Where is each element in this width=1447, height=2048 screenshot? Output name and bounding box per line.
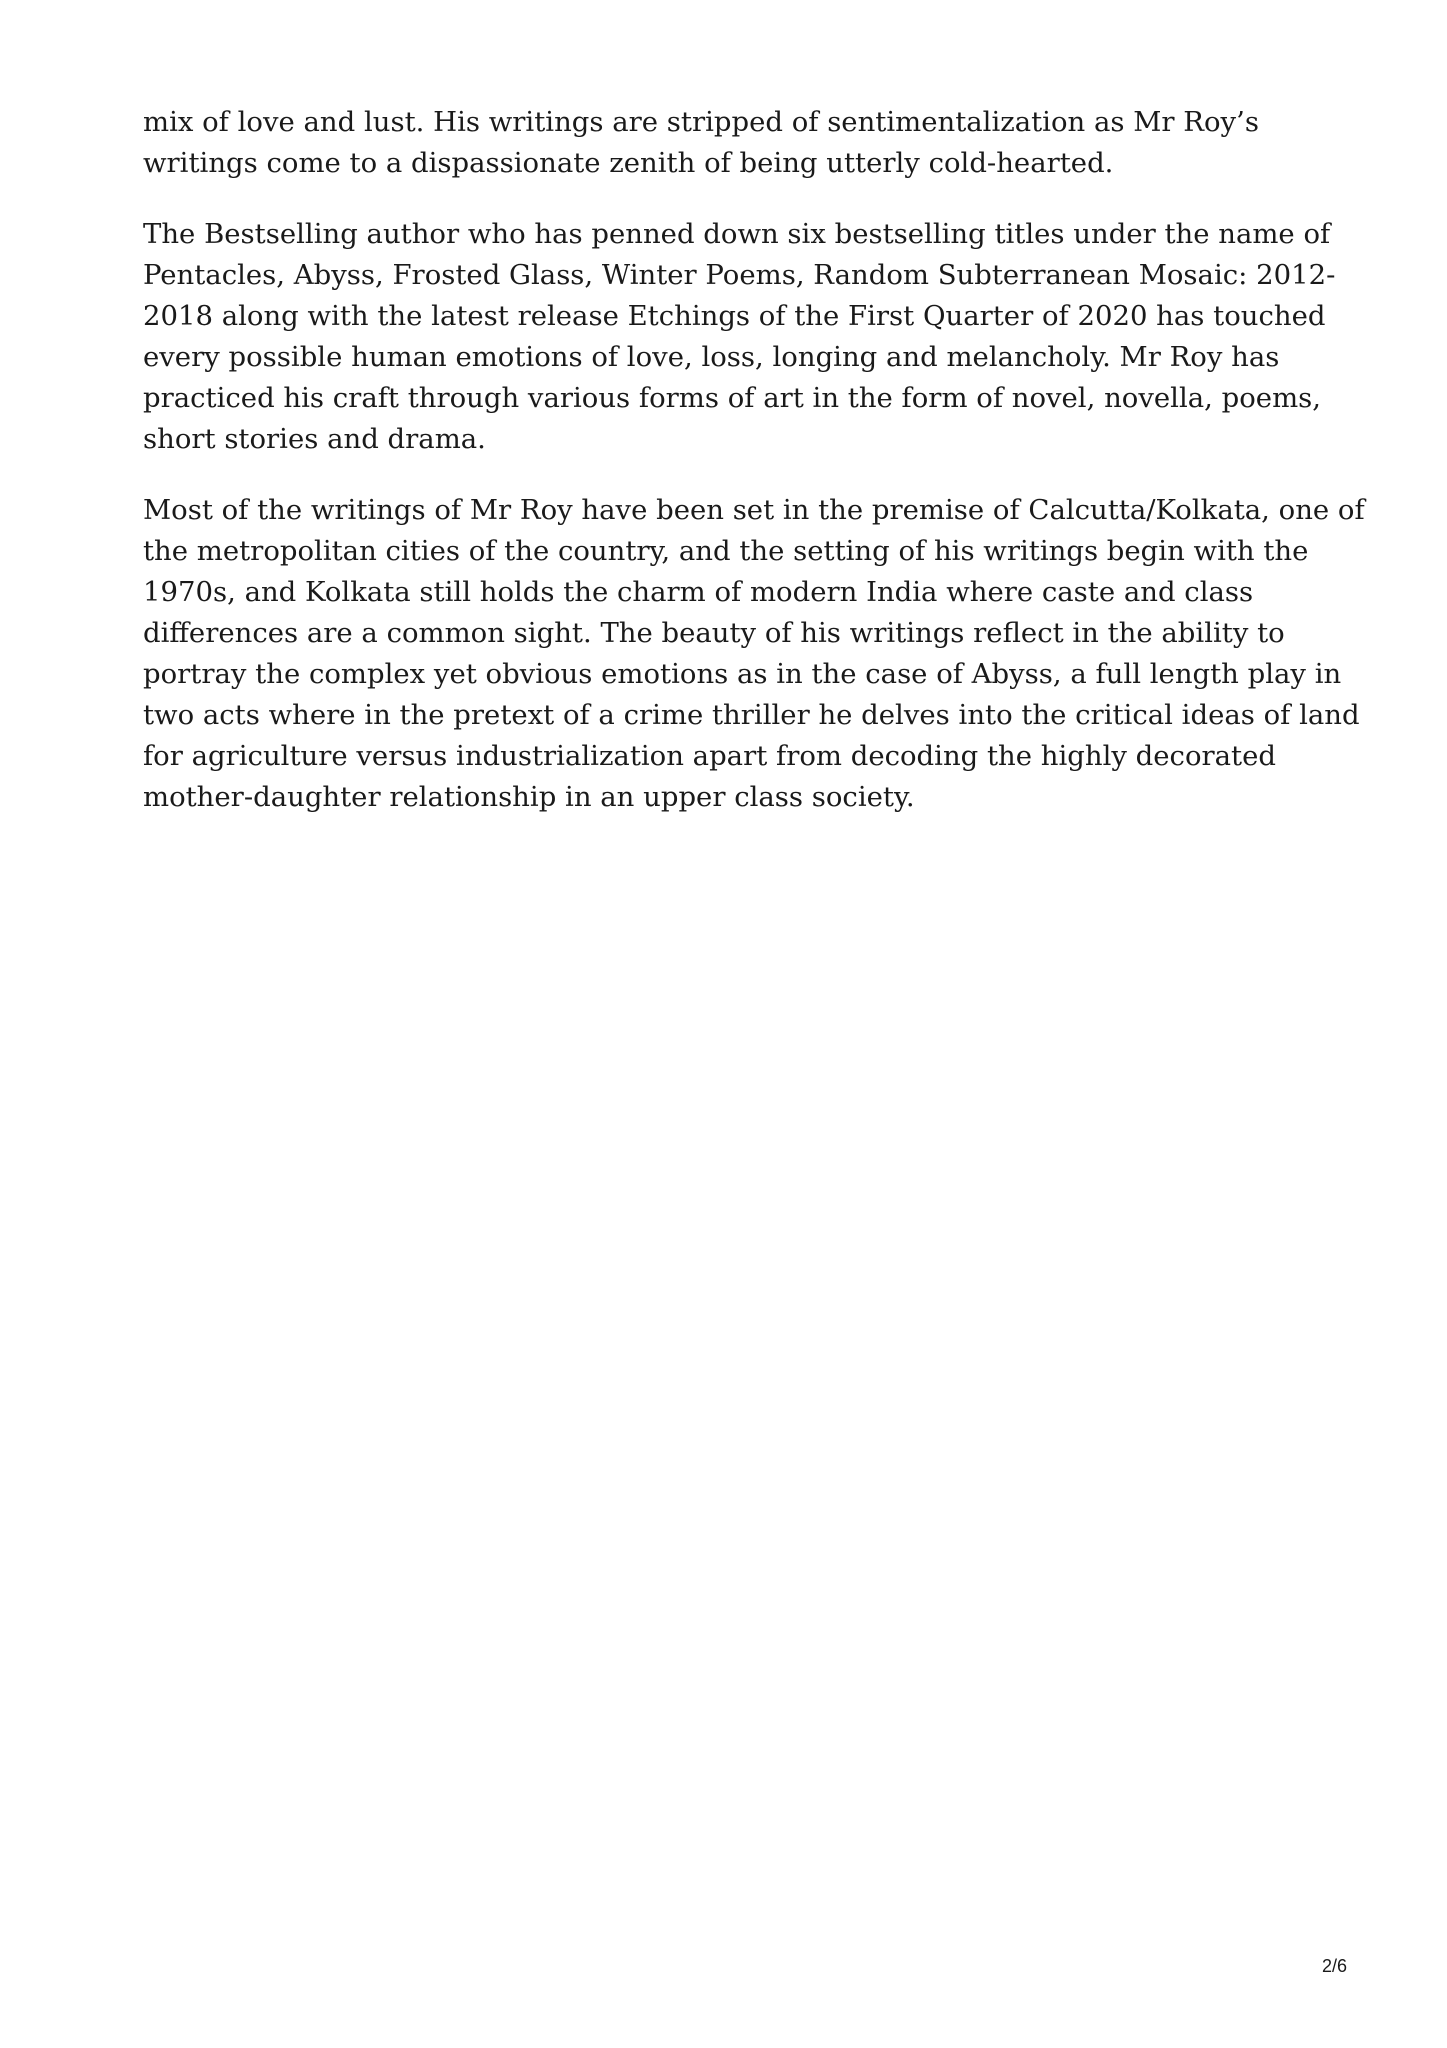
text-line: portray the complex yet obvious emotions as in the case of Abyss, a full length play in (143, 658, 1342, 690)
text-line: every possible human emotions of love, loss, longing and melancholy. Mr Roy has (143, 341, 1280, 373)
text-line: writings come to a dispassionate zenith of being utterly cold-hearted. (143, 147, 1114, 179)
paragraph-bestselling-titles (143, 214, 1336, 460)
paragraph-kolkata-setting (143, 490, 1365, 818)
text-line: Pentacles, Abyss, Frosted Glass, Winter Poems, Random Subterranean Mosaic: 2012- (143, 259, 1336, 291)
text-line: two acts where in the pretext of a crime thriller he delves into the critical ideas of land (143, 699, 1360, 731)
text-line: mix of love and lust. His writings are stripped of sentimentalization as Mr Roy’s (143, 106, 1259, 138)
text-line: 2018 along with the latest release Etchings of the First Quarter of 2020 has touched (143, 300, 1326, 332)
text-line: Most of the writings of Mr Roy have been set in the premise of Calcutta/Kolkata, one of (143, 494, 1365, 526)
text-line: mother-daughter relationship in an upper class society. (143, 781, 915, 813)
text-line: short stories and drama. (143, 423, 486, 455)
article-body (143, 102, 1365, 848)
text-line: differences are a common sight. The beauty of his writings reflect in the ability to (143, 617, 1285, 649)
text-line: 1970s, and Kolkata still holds the charm of modern India where caste and class (143, 576, 1254, 608)
text-line: The Bestselling author who has penned down six bestselling titles under the name of (143, 218, 1331, 250)
text-line: for agriculture versus industrialization apart from decoding the highly decorated (143, 740, 1276, 772)
text-line: the metropolitan cities of the country, and the setting of his writings begin with the (143, 535, 1309, 567)
text-line: practiced his craft through various forms of art in the form of novel, novella, poems, (143, 382, 1322, 414)
paragraph-love-and-lust (143, 102, 1333, 184)
page-number: 2/6 (1322, 1956, 1348, 1976)
